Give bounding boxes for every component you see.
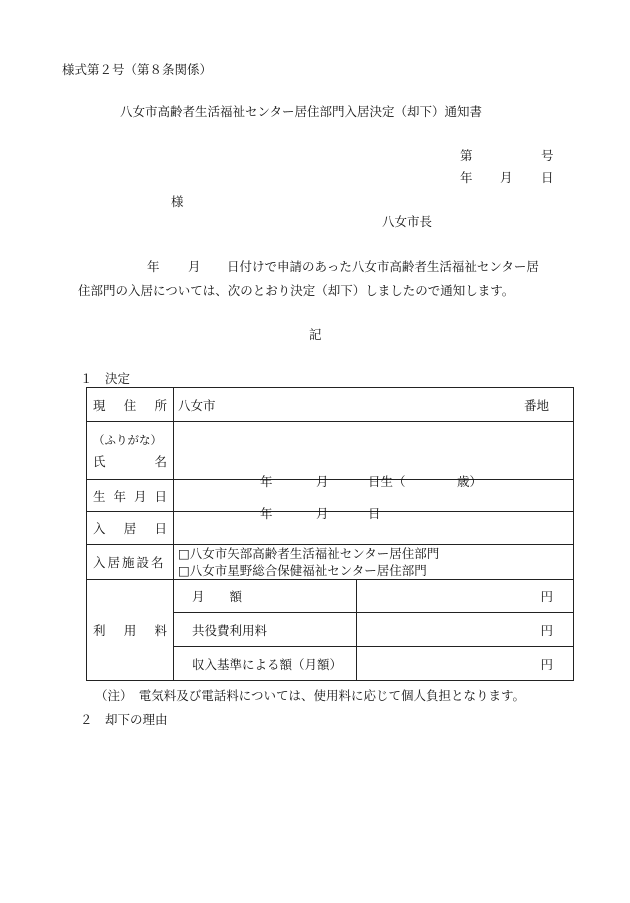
birth-row — [87, 480, 574, 512]
moving-in-row — [87, 512, 574, 545]
address-city: 八女市 — [178, 397, 216, 413]
fee-income-amount[interactable] — [357, 647, 574, 681]
yen-unit: 円 — [540, 622, 553, 638]
fee-monthly-label — [174, 580, 357, 613]
fee-label-char: 利 — [93, 623, 106, 638]
issuer: 八女市長 — [382, 214, 433, 229]
date-day: 日 — [541, 170, 554, 185]
fee-label-cell — [87, 580, 174, 681]
moving-label-char: 入 — [93, 521, 106, 536]
fee-note: （注） 電気料及び電話料については、使用料に応じて個人負担となります。 — [95, 688, 526, 703]
yen-unit: 円 — [540, 656, 553, 672]
facility-label: 入居施設名 — [93, 555, 166, 570]
birth-month: 月 — [316, 474, 329, 489]
fee-monthly-amount[interactable] — [357, 580, 574, 613]
address-row — [87, 388, 574, 422]
address-label-cell — [87, 388, 174, 422]
body-month: 月 — [188, 259, 201, 274]
section-2-heading: ２ 却下の理由 — [80, 712, 168, 727]
birth-label-char: 年 — [113, 488, 126, 504]
fee-monthly-text: 月 額 — [192, 589, 243, 604]
facility-row — [87, 545, 574, 580]
moving-year: 年 — [260, 506, 273, 521]
date-month: 月 — [500, 170, 513, 185]
section-1-heading: １ 決定 — [80, 371, 131, 386]
fee-income-label — [174, 647, 357, 681]
facility-option-yabe[interactable]: □八女市矢部高齢者生活福祉センター居住部門 — [178, 546, 440, 561]
moving-label-char: 日 — [154, 521, 167, 536]
birth-label-char: 日 — [154, 488, 167, 504]
fee-income-text: 収入基準による額（月額） — [192, 656, 343, 672]
facility-field — [174, 545, 574, 580]
fee-common-amount[interactable] — [357, 613, 574, 647]
facility-option-hoshino[interactable]: □八女市星野総合保健福祉センター居住部門 — [178, 563, 427, 578]
name-label-cell — [87, 422, 174, 480]
moving-month: 月 — [316, 506, 329, 521]
address-field[interactable] — [174, 388, 574, 422]
form-number: 様式第２号（第８条関係） — [62, 62, 213, 77]
name-row — [87, 422, 574, 480]
decision-table — [86, 387, 574, 681]
address-label-char: 所 — [154, 397, 167, 413]
birth-age: 歳） — [457, 474, 483, 489]
issue-number-go: 号 — [541, 148, 554, 163]
issue-number-dai: 第 — [460, 148, 473, 163]
yen-unit: 円 — [540, 589, 553, 604]
fee-row-monthly — [87, 580, 574, 613]
body-year: 年 — [147, 259, 160, 274]
moving-day: 日 — [368, 506, 381, 521]
fee-label-char: 料 — [154, 623, 167, 638]
birth-day: 日生（ — [368, 474, 406, 489]
ki-heading: 記 — [309, 327, 322, 342]
name-label-char: 名 — [154, 453, 167, 469]
fee-label-char: 用 — [123, 623, 137, 638]
furigana-label: （ふりがな） — [93, 432, 162, 447]
date-year: 年 — [460, 170, 473, 185]
document-title: 八女市高齢者生活福祉センター居住部門入居決定（却下）通知書 — [120, 104, 483, 119]
fee-common-text: 共役費利用料 — [192, 622, 268, 638]
moving-field[interactable] — [174, 506, 574, 545]
facility-label-cell — [87, 545, 174, 580]
body-line2: 住部門の入居については、次のとおり決定（却下）しましたので通知します。 — [78, 283, 515, 298]
name-label-char: 氏 — [93, 453, 106, 469]
birth-label-char: 月 — [133, 488, 147, 504]
name-field[interactable] — [174, 422, 574, 480]
moving-label-char: 居 — [123, 521, 137, 536]
address-label-char: 現 — [93, 397, 106, 413]
address-banchi: 番地 — [523, 397, 549, 413]
birth-year: 年 — [260, 474, 273, 489]
addressee-sama: 様 — [171, 194, 184, 209]
fee-common-label — [174, 613, 357, 647]
birth-label-char: 生 — [93, 488, 106, 504]
birth-label-cell — [87, 480, 174, 512]
address-label-char: 住 — [123, 397, 137, 413]
moving-label-cell — [87, 512, 174, 545]
body-line1-text: 日付けで申請のあった八女市高齢者生活福祉センター居 — [227, 259, 539, 274]
